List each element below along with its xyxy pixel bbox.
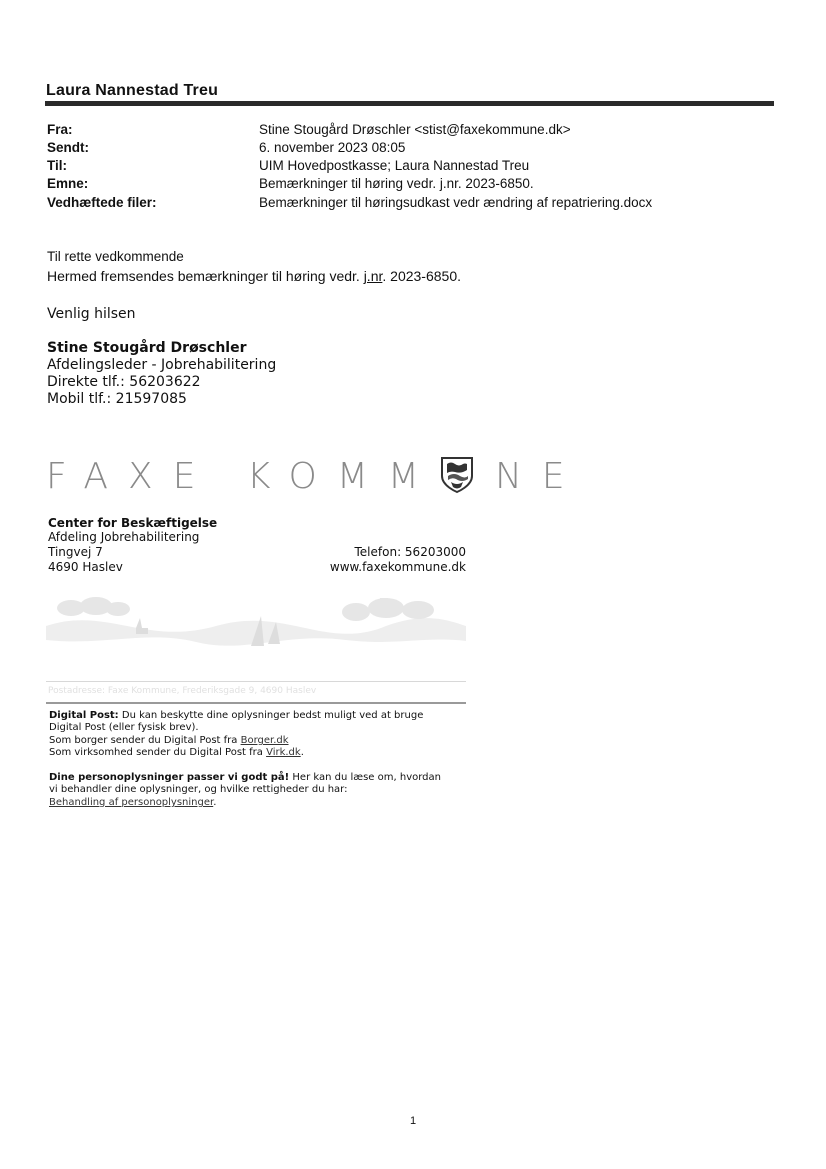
logo-text-before: FAXE KOMM: [46, 456, 439, 497]
signature-mobile-phone: Mobil tlf.: 21597085: [47, 391, 187, 407]
post-address: Postadresse: Faxe Kommune, Frederiksgade 9, 4690 Haslev: [48, 686, 317, 696]
citizen-prefix: Som borger sender du Digital Post fra: [49, 735, 241, 746]
footer-divider: [46, 702, 466, 704]
from-label: Fra:: [47, 122, 73, 137]
signature-direct-phone: Direkte tlf.: 56203622: [47, 374, 201, 390]
privacy-policy-link[interactable]: Behandling af personoplysninger: [49, 797, 214, 808]
to-value: UIM Hovedpostkasse; Laura Nannestad Treu: [259, 158, 530, 173]
digital-post-heading: Digital Post:: [49, 710, 119, 721]
business-prefix: Som virksomhed sender du Digital Post fra: [49, 747, 267, 758]
privacy-text1: Her kan du læse om, hvordan: [289, 772, 441, 783]
privacy-period: .: [213, 797, 217, 808]
privacy-heading: Dine personoplysninger passer vi godt på!: [49, 772, 290, 783]
logo-text-after: NE: [494, 456, 585, 497]
subject-label: Emne:: [47, 176, 89, 191]
body-line-prefix: Hermed fremsendes bemærkninger til høring vedr.: [47, 268, 364, 284]
sent-value: 6. november 2023 08:05: [259, 140, 406, 155]
address-phone: Telefon: 56203000: [354, 545, 466, 559]
digital-post-text2: Digital Post (eller fysisk brev).: [49, 722, 199, 733]
page-number: 1: [410, 1115, 417, 1127]
to-label: Til:: [47, 158, 67, 173]
from-value: Stine Stougård Drøschler <stist@faxekommune.dk>: [259, 122, 571, 137]
header-divider: [45, 101, 774, 106]
address-center: Center for Beskæftigelse: [48, 516, 218, 530]
address-website[interactable]: www.faxekommune.dk: [329, 560, 466, 574]
body-line: [47, 268, 461, 284]
address-city: 4690 Haslev: [48, 560, 123, 574]
privacy-line1: [49, 772, 441, 785]
sent-label: Sendt:: [47, 140, 89, 155]
closing: Venlig hilsen: [47, 306, 136, 322]
attachments-label: Vedhæftede filer:: [47, 195, 157, 210]
landscape-banner-image: [46, 596, 466, 661]
subject-value: Bemærkninger til høring vedr. j.nr. 2023-6850.: [259, 176, 534, 191]
email-owner-name: Laura Nannestad Treu: [46, 82, 219, 99]
address-street: Tingvej 7: [48, 545, 103, 559]
faxe-kommune-logo: [46, 456, 585, 503]
privacy-text2: vi behandler dine oplysninger, og hvilke rettigheder du har:: [49, 784, 348, 795]
body-line-suffix: . 2023-6850.: [382, 268, 461, 284]
virk-dk-link[interactable]: Virk.dk: [266, 747, 301, 758]
greeting: Til rette vedkommende: [47, 249, 184, 264]
privacy-link-line: [49, 797, 216, 810]
business-period: .: [300, 747, 304, 758]
digital-post-line1: [49, 710, 423, 723]
address-department: Afdeling Jobrehabilitering: [48, 530, 200, 544]
jnr-link[interactable]: j.nr: [363, 268, 383, 284]
address-divider: [46, 681, 466, 682]
faxe-crest-icon: [439, 456, 475, 503]
signature-name: Stine Stougård Drøschler: [47, 340, 247, 356]
digital-post-citizen: [49, 735, 289, 748]
attachment-file[interactable]: Bemærkninger til høringsudkast vedr ændring af repatriering.docx: [259, 195, 653, 210]
signature-title: Afdelingsleder - Jobrehabilitering: [47, 357, 277, 373]
borger-dk-link[interactable]: Borger.dk: [240, 735, 289, 746]
digital-post-business: [49, 747, 304, 760]
digital-post-text1: Du kan beskytte dine oplysninger bedst muligt ved at bruge: [118, 710, 424, 721]
